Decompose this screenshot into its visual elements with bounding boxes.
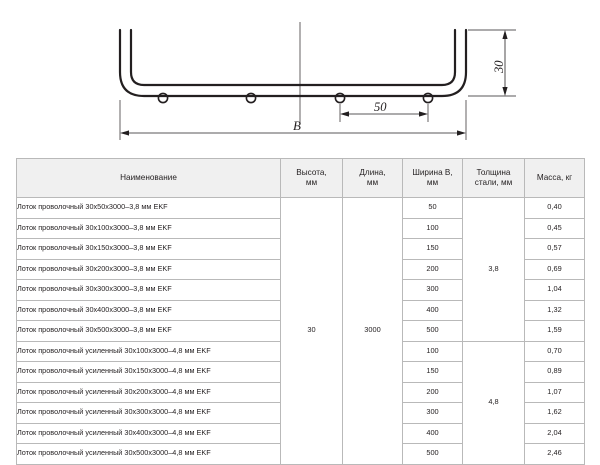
- cell-thickness-group-1: 3,8: [463, 198, 525, 342]
- cell-name: Лоток проволочный усиленный 30x400x3000–4,8 мм EKF: [17, 423, 281, 444]
- dimension-arrow-b: [120, 118, 466, 136]
- table-row: [17, 198, 585, 219]
- cell-name: Лоток проволочный усиленный 30x300x3000–4,8 мм EKF: [17, 403, 281, 424]
- wire-tray-profile: [120, 30, 466, 96]
- cell-mass: 0,89: [525, 362, 585, 383]
- cell-width: 100: [403, 341, 463, 362]
- cell-mass: 2,04: [525, 423, 585, 444]
- cell-width: 100: [403, 218, 463, 239]
- cell-mass: 2,46: [525, 444, 585, 465]
- header-name-label: Наименование: [120, 172, 177, 182]
- cell-name: Лоток проволочный усиленный 30x150x3000–4,8 мм EKF: [17, 362, 281, 383]
- header-mass-label: Масса, кг: [536, 172, 573, 182]
- cell-mass: 1,07: [525, 382, 585, 403]
- header-mass: [525, 159, 585, 198]
- cell-name: Лоток проволочный усиленный 30x200x3000–4,8 мм EKF: [17, 382, 281, 403]
- table-header-row: [17, 159, 585, 198]
- cell-name: Лоток проволочный 30x150x3000–3,8 мм EKF: [17, 239, 281, 260]
- cell-width: 200: [403, 382, 463, 403]
- cell-width: 200: [403, 259, 463, 280]
- cell-width: 150: [403, 362, 463, 383]
- specification-table-wrap: [16, 158, 584, 465]
- cell-width: 500: [403, 321, 463, 342]
- cell-name: Лоток проволочный 30x300x3000–3,8 мм EKF: [17, 280, 281, 301]
- cell-width: 150: [403, 239, 463, 260]
- header-width-unit: мм: [426, 178, 439, 187]
- cell-thickness-group-2: 4,8: [463, 341, 525, 464]
- header-height-label: Высота,: [296, 167, 327, 177]
- cell-width: 300: [403, 280, 463, 301]
- cell-width: 300: [403, 403, 463, 424]
- cell-width: 50: [403, 198, 463, 219]
- cell-name: Лоток проволочный 30x100x3000–3,8 мм EKF: [17, 218, 281, 239]
- cell-name: Лоток проволочный 30x400x3000–3,8 мм EKF: [17, 300, 281, 321]
- cell-mass: 0,40: [525, 198, 585, 219]
- cell-name: Лоток проволочный усиленный 30x500x3000–4,8 мм EKF: [17, 444, 281, 465]
- dimension-label-b: B: [293, 118, 301, 133]
- header-thickness-label: Толщина: [476, 167, 511, 177]
- cell-mass: 1,62: [525, 403, 585, 424]
- wire-rung-circles: [158, 93, 432, 102]
- dimension-label-50: 50: [374, 100, 387, 114]
- header-length-label: Длина,: [359, 167, 386, 177]
- header-name: [17, 159, 281, 198]
- cell-name: Лоток проволочный 30x500x3000–3,8 мм EKF: [17, 321, 281, 342]
- cell-mass: 1,32: [525, 300, 585, 321]
- header-length: [343, 159, 403, 198]
- cell-name: Лоток проволочный 30x50x3000–3,8 мм EKF: [17, 198, 281, 219]
- cell-width: 500: [403, 444, 463, 465]
- dimension-arrow-50: [340, 100, 428, 117]
- header-length-unit: мм: [366, 178, 379, 187]
- cell-width: 400: [403, 423, 463, 444]
- header-width-label: Ширина B,: [412, 167, 453, 177]
- cell-mass: 1,59: [525, 321, 585, 342]
- cell-name: Лоток проволочный усиленный 30x100x3000–4,8 мм EKF: [17, 341, 281, 362]
- cell-height-merged: 30: [281, 198, 343, 465]
- cell-mass: 0,70: [525, 341, 585, 362]
- cell-mass: 1,04: [525, 280, 585, 301]
- tray-cross-section-diagram: [0, 0, 600, 156]
- cell-mass: 0,69: [525, 259, 585, 280]
- header-height: [281, 159, 343, 198]
- cell-length-merged: 3000: [343, 198, 403, 465]
- header-height-unit: мм: [305, 178, 318, 187]
- header-thickness: [463, 159, 525, 198]
- header-thickness-unit: стали, мм: [474, 178, 513, 187]
- dimension-arrow-30: [492, 30, 508, 96]
- cell-mass: 0,57: [525, 239, 585, 260]
- header-width: [403, 159, 463, 198]
- cell-width: 400: [403, 300, 463, 321]
- dimension-label-30: 30: [492, 60, 506, 73]
- specification-table: [16, 158, 585, 465]
- cell-name: Лоток проволочный 30x200x3000–3,8 мм EKF: [17, 259, 281, 280]
- cell-mass: 0,45: [525, 218, 585, 239]
